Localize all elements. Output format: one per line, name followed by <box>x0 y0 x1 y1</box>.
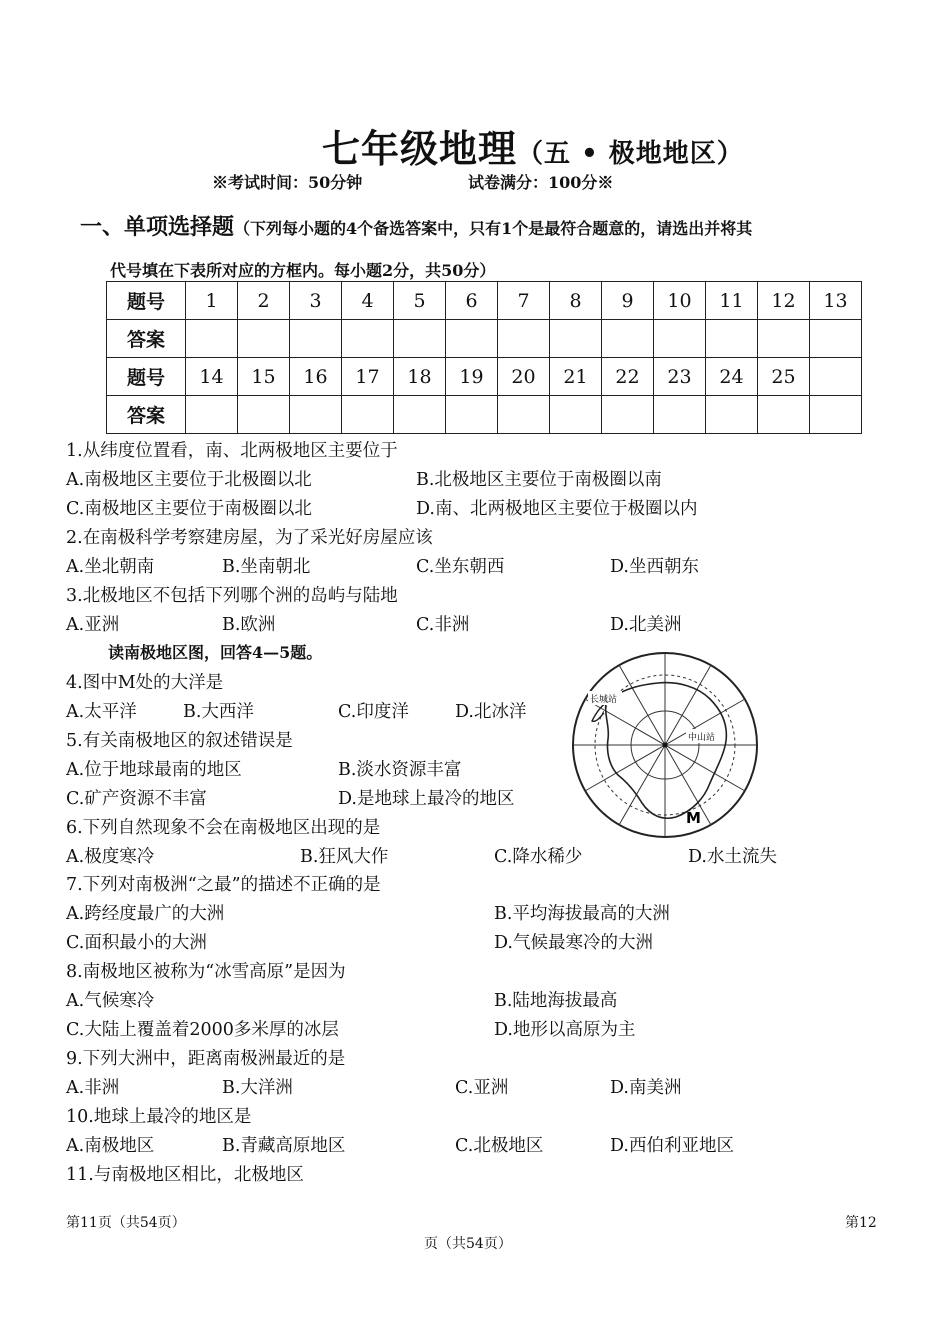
q7-option-b: B.平均海拔最高的大洲 <box>494 904 670 924</box>
question-10-stem: 10.地球上最冷的地区是 <box>66 1107 252 1127</box>
table-cell: 14 <box>186 358 238 396</box>
q5-option-c: C.矿产资源不丰富 <box>66 789 207 809</box>
q3-option-d: D.北美洲 <box>610 615 682 635</box>
q1-option-c: C.南极地区主要位于南极圈以北 <box>66 499 312 519</box>
table-cell: 2 <box>238 282 290 320</box>
table-cell: 17 <box>342 358 394 396</box>
answer-box[interactable] <box>446 396 498 434</box>
footer-center: 页（共54页） <box>424 1236 512 1252</box>
table-cell: 15 <box>238 358 290 396</box>
table-row <box>107 320 862 358</box>
answer-box[interactable] <box>342 396 394 434</box>
question-3-stem: 3.北极地区不包括下列哪个洲的岛屿与陆地 <box>66 586 398 606</box>
question-1-stem: 1.从纬度位置看，南、北两极地区主要位于 <box>66 441 398 461</box>
table-cell: 21 <box>550 358 602 396</box>
question-8-stem: 8.南极地区被称为“冰雪高原”是因为 <box>66 962 346 982</box>
q9-option-b: B.大洋洲 <box>222 1078 293 1098</box>
south-pole-dot <box>663 743 668 748</box>
section-note-line1: （下列每小题的4个备选答案中，只有1个是最符合题意的，请选出并将其 <box>234 219 753 238</box>
q4-option-c: C.印度洋 <box>338 702 409 722</box>
answer-box[interactable] <box>758 396 810 434</box>
answer-box[interactable] <box>654 396 706 434</box>
label-zhongshan: 中山站 <box>688 733 716 743</box>
table-row <box>107 282 862 320</box>
answer-box[interactable] <box>810 320 862 358</box>
table-header-cell: 答案 <box>107 396 186 434</box>
exam-score: 试卷满分：100分※ <box>468 173 614 192</box>
answer-box[interactable] <box>706 320 758 358</box>
map-instruction: 读南极地区图，回答4—5题。 <box>108 643 323 662</box>
table-cell: 7 <box>498 282 550 320</box>
footer-left: 第11页（共54页） <box>66 1215 186 1231</box>
q9-option-a: A.非洲 <box>66 1078 120 1098</box>
table-cell: 13 <box>810 282 862 320</box>
q6-option-b: B.狂风大作 <box>300 847 389 867</box>
table-cell: 20 <box>498 358 550 396</box>
q1-option-a: A.南极地区主要位于北极圈以北 <box>66 470 312 490</box>
question-7-stem: 7.下列对南极洲“之最”的描述不正确的是 <box>66 875 381 895</box>
q5-option-d: D.是地球上最冷的地区 <box>338 789 515 809</box>
q9-option-d: D.南美洲 <box>610 1078 682 1098</box>
page-subtitle: （五 • 极地地区） <box>517 139 744 169</box>
answer-box[interactable] <box>394 396 446 434</box>
q7-option-a: A.跨经度最广的大洲 <box>66 904 225 924</box>
answer-box[interactable] <box>706 396 758 434</box>
q10-option-a: A.南极地区 <box>66 1136 155 1156</box>
answer-box[interactable] <box>602 320 654 358</box>
table-cell: 16 <box>290 358 342 396</box>
q4-option-b: B.大西洋 <box>183 702 254 722</box>
answer-box[interactable] <box>394 320 446 358</box>
section-note-line2: 代号填在下表所对应的方框内。每小题2分，共50分） <box>110 261 496 280</box>
table-header-cell: 题号 <box>107 282 186 320</box>
q8-option-a: A.气候寒冷 <box>66 991 155 1011</box>
q3-option-c: C.非洲 <box>416 615 470 635</box>
answer-table <box>106 281 862 434</box>
q5-option-b: B.淡水资源丰富 <box>338 760 462 780</box>
table-header-cell: 题号 <box>107 358 186 396</box>
q5-option-a: A.位于地球最南的地区 <box>66 760 242 780</box>
q3-option-b: B.欧洲 <box>222 615 276 635</box>
table-cell: 12 <box>758 282 810 320</box>
table-cell: 23 <box>654 358 706 396</box>
answer-box[interactable] <box>290 320 342 358</box>
q10-option-d: D.西伯利亚地区 <box>610 1136 734 1156</box>
table-cell: 4 <box>342 282 394 320</box>
section-heading: 一、单项选择题（下列每小题的4个备选答案中，只有1个是最符合题意的，请选出并将其 <box>80 214 753 240</box>
table-cell: 1 <box>186 282 238 320</box>
answer-box[interactable] <box>550 320 602 358</box>
footer-right: 第12 <box>845 1215 877 1231</box>
q8-option-b: B.陆地海拔最高 <box>494 991 618 1011</box>
question-11-stem: 11.与南极地区相比，北极地区 <box>66 1165 304 1185</box>
page-title: 七年级地理（五 • 极地地区） <box>322 126 744 171</box>
answer-box[interactable] <box>238 320 290 358</box>
q4-option-d: D.北冰洋 <box>455 702 527 722</box>
question-2-stem: 2.在南极科学考察建房屋，为了采光好房屋应该 <box>66 528 433 548</box>
q8-option-c: C.大陆上覆盖着2000多米厚的冰层 <box>66 1020 339 1040</box>
q6-option-a: A.极度寒冷 <box>66 847 155 867</box>
table-cell: 19 <box>446 358 498 396</box>
answer-box[interactable] <box>186 396 238 434</box>
q2-option-b: B.坐南朝北 <box>222 557 311 577</box>
table-cell: 3 <box>290 282 342 320</box>
label-m: M <box>686 809 701 827</box>
question-5-stem: 5.有关南极地区的叙述错误是 <box>66 731 293 751</box>
table-cell <box>810 358 862 396</box>
answer-box[interactable] <box>238 396 290 434</box>
label-changcheng: 长城站 <box>590 695 618 705</box>
q8-option-d: D.地形以高原为主 <box>494 1020 636 1040</box>
answer-box[interactable] <box>550 396 602 434</box>
answer-box[interactable] <box>186 320 238 358</box>
table-cell: 8 <box>550 282 602 320</box>
table-cell: 10 <box>654 282 706 320</box>
q3-option-a: A.亚洲 <box>66 615 120 635</box>
table-cell: 22 <box>602 358 654 396</box>
answer-box[interactable] <box>290 396 342 434</box>
q4-option-a: A.太平洋 <box>66 702 137 722</box>
answer-box[interactable] <box>758 320 810 358</box>
table-cell: 11 <box>706 282 758 320</box>
q10-option-c: C.北极地区 <box>455 1136 544 1156</box>
answer-box[interactable] <box>654 320 706 358</box>
q7-option-c: C.面积最小的大洲 <box>66 933 207 953</box>
q2-option-c: C.坐东朝西 <box>416 557 505 577</box>
q1-option-b: B.北极地区主要位于南极圈以南 <box>416 470 662 490</box>
q7-option-d: D.气候最寒冷的大洲 <box>494 933 653 953</box>
table-cell: 24 <box>706 358 758 396</box>
table-cell: 5 <box>394 282 446 320</box>
answer-box[interactable] <box>498 396 550 434</box>
question-9-stem: 9.下列大洲中，距离南极洲最近的是 <box>66 1049 346 1069</box>
table-row <box>107 396 862 434</box>
table-cell: 25 <box>758 358 810 396</box>
q1-option-d: D.南、北两极地区主要位于极圈以内 <box>416 499 698 519</box>
q6-option-c: C.降水稀少 <box>494 847 583 867</box>
table-cell: 18 <box>394 358 446 396</box>
table-row <box>107 358 862 396</box>
q10-option-b: B.青藏高原地区 <box>222 1136 346 1156</box>
answer-box[interactable] <box>498 320 550 358</box>
answer-box[interactable] <box>446 320 498 358</box>
q2-option-d: D.坐西朝东 <box>610 557 699 577</box>
question-4-stem: 4.图中M处的大洋是 <box>66 673 224 693</box>
answer-box[interactable] <box>810 396 862 434</box>
table-cell: 9 <box>602 282 654 320</box>
table-cell: 6 <box>446 282 498 320</box>
answer-box[interactable] <box>602 396 654 434</box>
answer-box[interactable] <box>342 320 394 358</box>
table-header-cell: 答案 <box>107 320 186 358</box>
question-6-stem: 6.下列自然现象不会在南极地区出现的是 <box>66 818 381 838</box>
q6-option-d: D.水土流失 <box>688 847 777 867</box>
antarctic-map <box>566 651 764 853</box>
q9-option-c: C.亚洲 <box>455 1078 509 1098</box>
exam-time: ※考试时间：50分钟 <box>212 173 363 192</box>
q2-option-a: A.坐北朝南 <box>66 557 155 577</box>
